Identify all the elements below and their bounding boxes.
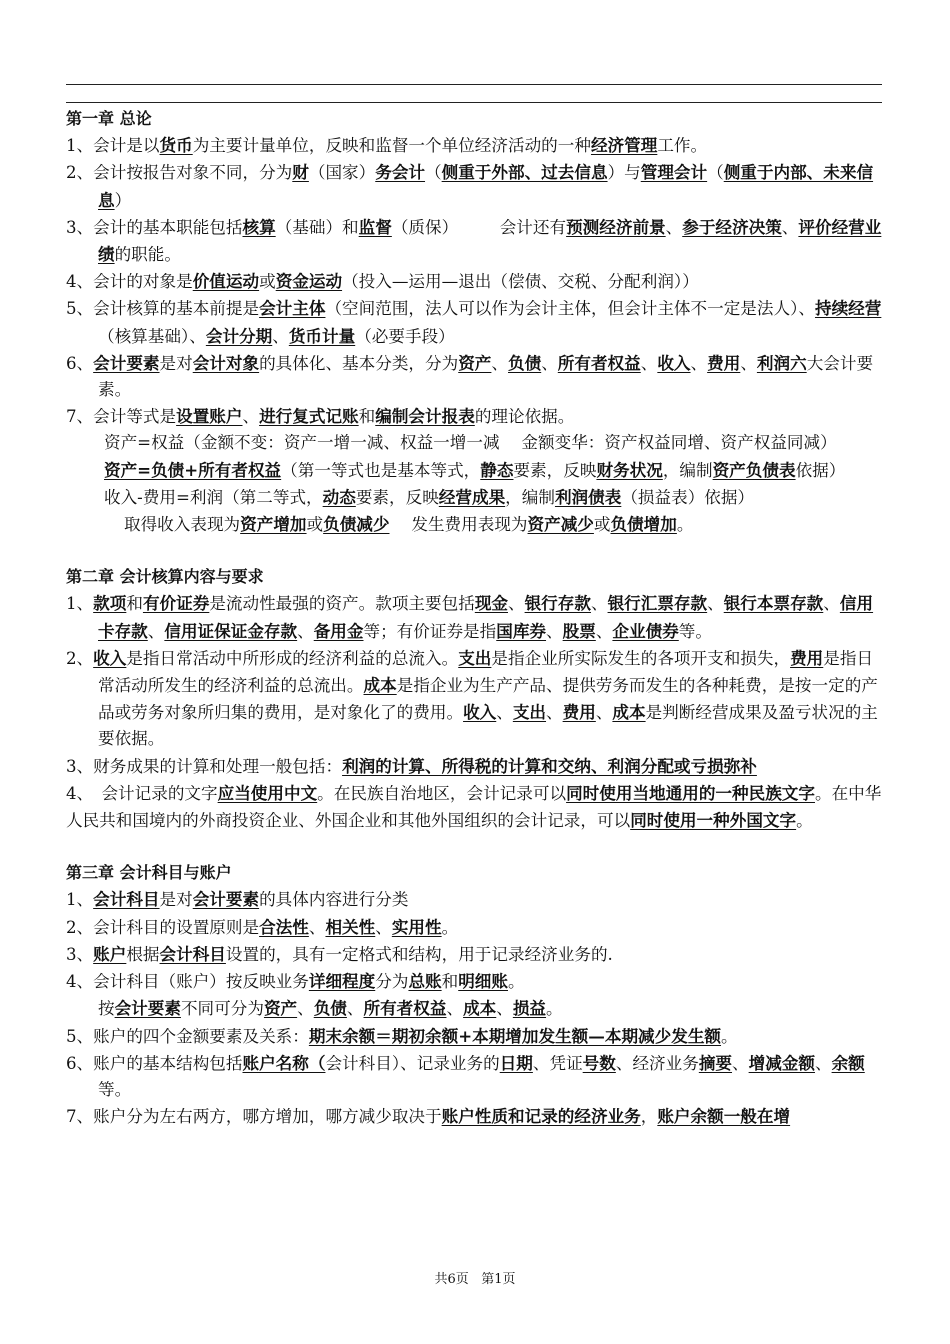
text-run: 为主要计量单位，反映和监督一个单位经济活动的一种: [192, 136, 591, 156]
text-run: （必要手段）: [355, 326, 455, 346]
text-run: 、: [732, 1053, 749, 1073]
text-run: 、: [147, 621, 165, 641]
text-run: （质保） 会计还有: [391, 217, 567, 237]
text-run: 、: [640, 353, 658, 373]
text-run: 分为: [375, 972, 409, 992]
text-run: 、: [740, 353, 757, 373]
total-pages: 共6页: [434, 1272, 469, 1287]
key-term: 股票: [562, 620, 596, 641]
key-term: 费用: [790, 647, 824, 668]
key-term: 所有者权益: [557, 352, 641, 373]
key-term: 成本: [612, 702, 646, 723]
paragraph: [66, 214, 884, 268]
text-run: 的职能。: [114, 245, 181, 265]
text-run: 6、: [66, 353, 94, 373]
key-term: 核算: [242, 216, 276, 237]
key-term: 价值运动: [192, 271, 260, 292]
text-run: 2、会计按报告对象不同，分为: [66, 163, 293, 183]
key-term: 利润六: [756, 352, 807, 373]
key-term: 合法性: [259, 916, 309, 937]
key-term: 利润债表: [554, 486, 622, 507]
key-term: 利润的计算、所得税的计算和交纳、利润分配或亏损弥补: [342, 755, 757, 776]
paragraph: [66, 645, 884, 753]
text-run: 。: [546, 999, 563, 1019]
text-run: 是判断经营成果及盈亏状况的主要依据。: [98, 703, 878, 749]
text-run: 发生费用表现为: [389, 515, 528, 535]
text-run: 要素，反映: [355, 487, 439, 507]
key-term: 财: [292, 162, 309, 183]
key-term: 现金: [474, 593, 508, 614]
text-run: 。在民族自治地区，会计记录可以: [317, 783, 567, 803]
text-run: 和: [358, 407, 376, 427]
key-term: 所有者权益: [363, 998, 447, 1019]
text-run: ，编制: [662, 460, 713, 480]
text-run: 、: [242, 407, 260, 427]
text-run: 和: [441, 972, 459, 992]
key-term: 余额: [831, 1052, 865, 1073]
text-run: ）: [114, 190, 132, 210]
text-run: 根据: [126, 944, 160, 964]
text-run: 按: [98, 999, 115, 1019]
paragraph: [66, 457, 884, 484]
key-term: 货币: [159, 135, 193, 156]
key-term: 编制会计报表: [375, 406, 475, 427]
key-term: 会计科目: [159, 943, 226, 964]
text-run: 、: [496, 703, 513, 723]
text-run: 。: [796, 811, 813, 831]
key-term: 备用金: [313, 620, 364, 641]
text-run: 或: [593, 515, 611, 535]
paragraph: [66, 780, 884, 834]
text-run: ，编制: [505, 487, 555, 507]
paragraph: [66, 968, 884, 995]
paragraph: [66, 295, 884, 349]
text-run: 、: [346, 999, 364, 1019]
paragraph: [66, 403, 884, 430]
text-run: 的具体化、基本分类，分为: [259, 353, 459, 373]
text-run: 是流动性最强的资产。款项主要包括: [209, 594, 475, 614]
text-run: 。: [721, 1026, 738, 1046]
text-run: 、: [541, 353, 558, 373]
paragraph: [66, 132, 884, 159]
key-term: 动态: [322, 486, 356, 507]
key-term: 管理会计: [640, 162, 708, 183]
key-term: 资产负债表: [712, 459, 796, 480]
key-term: 同时使用当地通用的一种民族文字: [566, 782, 815, 803]
paragraph: [66, 941, 884, 968]
text-run: 4、会计科目（账户）按反映业务: [66, 972, 309, 992]
key-term: 设置账户: [176, 406, 243, 427]
key-term: 监督: [358, 216, 392, 237]
current-page: 第1页: [481, 1272, 516, 1287]
key-term: 国库券: [496, 620, 547, 641]
key-term: 侧重于外部、过去信息: [441, 162, 608, 183]
key-term: 资产: [263, 998, 298, 1019]
document-body: [66, 106, 884, 1130]
text-run: （基础）和: [275, 217, 359, 237]
paragraph: [66, 484, 884, 511]
text-run: 是对: [159, 353, 193, 373]
section-gap: [66, 538, 884, 564]
key-term: 费用: [707, 352, 741, 373]
paragraph: [66, 914, 884, 941]
text-run: 、: [595, 703, 613, 723]
paragraph: [66, 590, 884, 644]
key-term: 支出: [512, 702, 547, 723]
text-run: 、: [690, 353, 708, 373]
text-run: 会计科目）、记录业务的: [325, 1053, 500, 1073]
text-run: 或: [306, 515, 324, 535]
text-run: 等。: [678, 621, 712, 641]
page-footer: [0, 1268, 950, 1287]
key-term: 应当使用中文: [217, 782, 318, 803]
text-run: 4、 会计记录的文字: [66, 783, 218, 803]
key-term: 会计要素: [192, 889, 260, 910]
text-run: 的理论依据。: [474, 407, 575, 427]
key-term: 参于经济决策: [682, 216, 782, 237]
key-term: 成本: [463, 998, 497, 1019]
text-run: 和: [126, 594, 143, 614]
text-run: 、: [781, 217, 799, 237]
text-run: 、凭证: [532, 1053, 583, 1073]
key-term: 会计主体: [259, 298, 326, 319]
key-term: 企业债券: [612, 620, 679, 641]
key-term: 负债: [313, 998, 347, 1019]
text-run: 工作。: [657, 136, 708, 156]
key-term: 静态: [480, 459, 514, 480]
text-run: 3、: [66, 944, 94, 964]
key-term: 会计要素: [114, 998, 181, 1019]
key-term: 持续经营: [814, 298, 882, 319]
text-run: （第一等式也是基本等式，: [281, 460, 481, 480]
key-term: 侧重于内部、未来信息: [98, 162, 874, 210]
text-run: 7、账户分为左右两方，哪方增加，哪方减少取决于: [66, 1107, 442, 1127]
text-run: （核算基础）、: [98, 326, 206, 346]
key-term: 期末余额＝期初余额+本期增加发生额—本期减少发生额: [308, 1025, 722, 1046]
text-run: 、: [375, 917, 392, 937]
text-run: 3、财务成果的计算和处理一般包括：: [66, 756, 343, 776]
paragraph: [66, 995, 884, 1022]
text-run: 1、会计是以: [66, 136, 160, 156]
text-run: 资产=权益（金额不变：资产一增一减、权益一增一减 金额变华：资产权益同增、资产权益同减）: [104, 433, 837, 453]
chapter-heading: 第一章 总论: [66, 109, 152, 128]
key-term: 成本: [363, 675, 397, 696]
key-term: 增减金额: [748, 1052, 815, 1073]
key-term: 资产: [458, 352, 492, 373]
key-term: 收入: [463, 702, 497, 723]
key-term: 实用性: [391, 916, 442, 937]
text-run: 、: [491, 353, 508, 373]
text-run: 是指企业为生产产品、提供劳务而发生的各种耗费，是按一定的产品或劳务对象所归集的费用，是对象化了的费用。: [98, 676, 878, 723]
paragraph: [66, 268, 884, 295]
text-run: 。: [441, 917, 459, 937]
text-run: ）与: [607, 163, 641, 183]
text-run: 1、: [66, 594, 94, 614]
key-term: 银行汇票存款: [607, 593, 708, 614]
key-term: 预测经济前景: [566, 216, 666, 237]
paragraph: [66, 753, 884, 780]
key-term: 会计分期: [205, 325, 273, 346]
text-run: 、: [446, 999, 464, 1019]
text-run: 、经济业务: [615, 1053, 699, 1073]
key-term: 有价证券: [142, 593, 210, 614]
text-run: 是指日常活动所发生的经济利益的总流出。: [98, 648, 874, 696]
text-run: 4、会计的对象是: [66, 272, 193, 292]
paragraph: [66, 1103, 884, 1130]
text-run: 是对: [159, 890, 193, 910]
paragraph: [66, 430, 884, 456]
text-run: （空间范围，法人可以作为会计主体，但会计主体不一定是法人）、: [325, 299, 815, 319]
text-run: 收入-费用=利润（第二等式，: [104, 487, 323, 507]
key-term: 账户余额一般在增: [657, 1106, 791, 1127]
text-run: 、: [665, 217, 683, 237]
paragraph: [66, 350, 884, 403]
key-term: 资金运动: [275, 271, 343, 292]
text-run: 5、账户的四个金额要素及关系：: [66, 1026, 309, 1046]
text-run: 、: [496, 999, 513, 1019]
text-run: 设置的，具有一定格式和结构，用于记录经济业务的.: [225, 944, 613, 964]
text-run: 、: [508, 594, 525, 614]
key-term: 号数: [582, 1052, 616, 1073]
text-run: 、: [590, 594, 608, 614]
key-term: 银行存款: [524, 593, 591, 614]
key-term: 支出: [458, 647, 492, 668]
text-run: 。在中华人民共和国境内的外商投资企业、外国企业和其他外国组织的会计记录，可以: [66, 783, 882, 831]
text-run: 2、会计科目的设置原则是: [66, 917, 260, 937]
key-term: 进行复式记账: [259, 406, 359, 427]
key-term: 明细账: [458, 971, 508, 992]
key-term: 负债: [508, 352, 542, 373]
key-term: 损益: [512, 998, 547, 1019]
text-run: 、: [814, 1053, 832, 1073]
key-term: 务会计: [375, 162, 426, 183]
text-run: 依据）: [795, 460, 846, 480]
key-term: 资产增加: [240, 514, 307, 535]
key-term: 信用证保证金存款: [164, 620, 298, 641]
text-run: 、: [308, 917, 326, 937]
text-run: ，: [640, 1107, 658, 1127]
paragraph: [66, 159, 884, 213]
text-run: 是指日常活动中所形成的经济利益的总流入。: [126, 648, 459, 668]
key-term: 资产减少: [527, 514, 594, 535]
section-gap: [66, 834, 884, 860]
text-run: 等；有价证券是指: [363, 621, 497, 641]
text-run: 是指企业所实际发生的各项开支和损失，: [491, 648, 791, 668]
key-term: 经济管理: [590, 135, 658, 156]
text-run: 要素，反映: [513, 460, 597, 480]
text-run: 、: [297, 621, 314, 641]
text-run: 、: [595, 621, 613, 641]
key-term: 账户性质和记录的经济业务: [441, 1106, 641, 1127]
key-term: 摘要: [698, 1052, 733, 1073]
text-run: 1、: [66, 890, 94, 910]
text-run: （: [425, 163, 442, 183]
key-term: 经营成果: [438, 486, 506, 507]
header-rule-top: [66, 84, 882, 85]
key-term: 日期: [499, 1052, 533, 1073]
key-term: 收入: [657, 352, 691, 373]
key-term: 银行本票存款: [723, 593, 824, 614]
key-term: 负债增加: [610, 514, 677, 535]
key-term: 总账: [408, 971, 442, 992]
key-term: 会计要素: [93, 352, 160, 373]
key-term: 详细程度: [308, 971, 376, 992]
key-term: 负债减少: [323, 514, 390, 535]
paragraph: [66, 511, 884, 538]
text-run: 、: [546, 703, 563, 723]
text-run: （: [707, 163, 724, 183]
key-term: 相关性: [325, 916, 376, 937]
key-term: 信用卡存款: [98, 593, 874, 641]
text-run: 取得收入表现为: [124, 515, 241, 535]
text-run: （国家）: [308, 163, 376, 183]
text-run: 大会计要素。: [98, 353, 874, 400]
text-run: 5、会计核算的基本前提是: [66, 299, 260, 319]
text-run: 、: [297, 999, 314, 1019]
text-run: （投入—运用—退出（偿债、交税、分配利润））: [342, 272, 699, 292]
text-run: 7、会计等式是: [66, 407, 177, 427]
text-run: （损益表）依据）: [621, 487, 755, 507]
text-run: 。: [508, 972, 525, 992]
text-run: 的具体内容进行分类: [259, 890, 409, 910]
text-run: 、: [546, 621, 563, 641]
key-term: 会计科目: [93, 889, 160, 910]
text-run: 等。: [98, 1079, 132, 1099]
text-run: 6、账户的基本结构包括: [66, 1053, 243, 1073]
key-term: 货币计量: [288, 325, 356, 346]
paragraph: [66, 1023, 884, 1050]
chapter-heading: 第三章 会计科目与账户: [66, 863, 232, 883]
text-run: 。: [676, 515, 694, 535]
text-run: 、: [272, 326, 289, 346]
paragraph: [66, 886, 884, 913]
text-run: 、: [707, 594, 724, 614]
text-run: 不同可分为: [180, 999, 264, 1019]
key-term: 评价经营业绩: [98, 216, 882, 265]
paragraph: [66, 1050, 884, 1103]
key-term: 账户名称（: [242, 1052, 326, 1073]
text-run: 3、会计的基本职能包括: [66, 217, 243, 237]
text-run: 2、: [66, 648, 94, 668]
key-term: 资产=负债+所有者权益: [104, 459, 282, 480]
chapter-heading: 第二章 会计核算内容与要求: [66, 567, 264, 587]
key-term: 收入: [93, 647, 127, 668]
key-term: 款项: [93, 593, 127, 614]
key-term: 会计对象: [192, 352, 260, 373]
key-term: 账户: [93, 943, 127, 964]
key-term: 同时使用一种外国文字: [630, 810, 797, 831]
text-run: 或: [259, 272, 276, 292]
key-term: 费用: [562, 702, 596, 723]
text-run: 、: [823, 594, 840, 614]
header-rule-bottom: [66, 102, 882, 103]
key-term: 财务状况: [596, 459, 663, 480]
